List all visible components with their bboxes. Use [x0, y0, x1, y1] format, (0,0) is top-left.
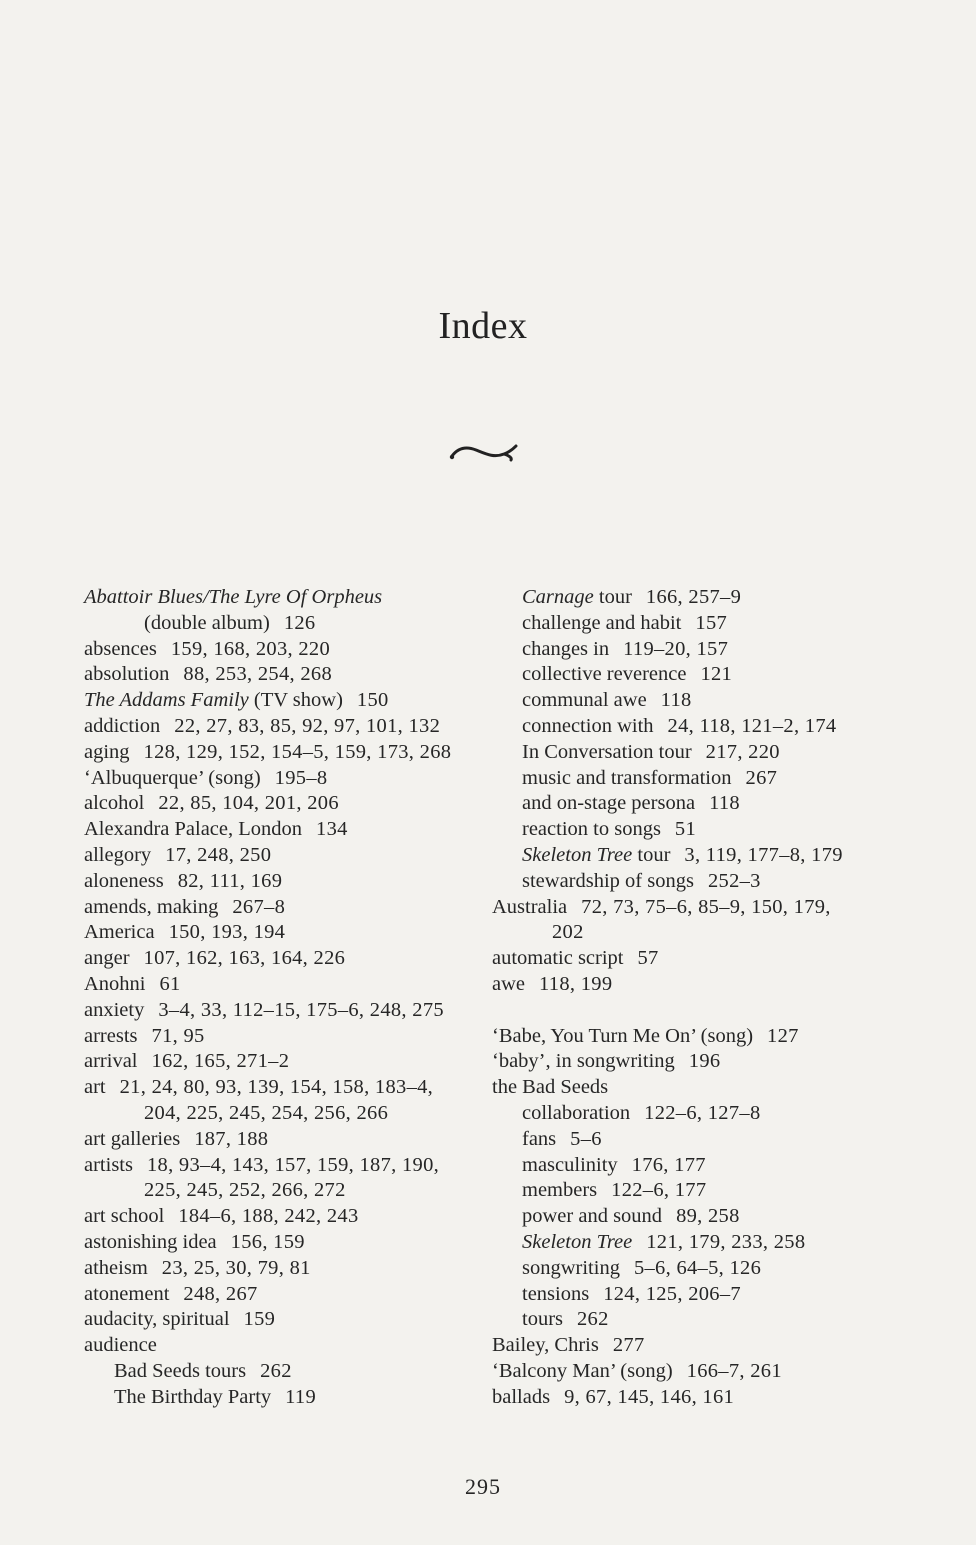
entry-pages: 3–4, 33, 112–15, 175–6, 248, 275 — [158, 998, 444, 1021]
entry-term: aging — [84, 740, 130, 763]
entry-term: Australia — [492, 895, 568, 918]
entry-pages: 121, 179, 233, 258 — [646, 1230, 806, 1253]
index-subentry — [492, 662, 892, 688]
entry-term: art school — [84, 1205, 165, 1228]
entry-pages: 128, 129, 152, 154–5, 159, 173, 268 — [143, 740, 452, 763]
index-subentry — [492, 869, 892, 895]
entry-pages: 176, 177 — [631, 1153, 706, 1176]
index-subentry — [492, 1204, 892, 1230]
index-subentry — [492, 843, 892, 869]
page-title: Index — [438, 305, 528, 347]
entry-pages: 166–7, 261 — [686, 1359, 782, 1382]
index-entry — [84, 1307, 484, 1333]
index-entry — [84, 1204, 484, 1230]
swash-ornament — [448, 436, 520, 464]
entry-pages: 126 — [283, 611, 316, 634]
entry-pages: 118, 199 — [539, 972, 613, 995]
index-entry — [84, 920, 484, 946]
entry-term-suffix: (TV show) — [248, 689, 343, 712]
entry-pages: 118 — [660, 689, 692, 712]
entry-term: connection with — [522, 714, 654, 737]
entry-term: automatic script — [492, 947, 624, 970]
entry-pages: 21, 24, 80, 93, 139, 154, 158, 183–4, — [119, 1076, 434, 1099]
entry-term: audience — [84, 1334, 157, 1357]
entry-term: masculinity — [522, 1153, 618, 1176]
entry-term: Bad Seeds tours — [114, 1359, 247, 1382]
index-entry-continuation — [84, 1178, 484, 1204]
entry-pages: 252–3 — [707, 869, 761, 892]
entry-term: art — [84, 1076, 106, 1099]
entry-term: The Birthday Party — [114, 1385, 272, 1408]
entry-term: power and sound — [522, 1205, 663, 1228]
index-entry — [84, 1333, 484, 1359]
index-entry — [84, 585, 484, 611]
entry-term: artists — [84, 1153, 133, 1176]
entry-pages: 262 — [260, 1359, 292, 1382]
index-entry — [84, 766, 484, 792]
index-entry-continuation — [492, 920, 892, 946]
entry-pages: 71, 95 — [151, 1024, 205, 1047]
entry-pages: 5–6, 64–5, 126 — [633, 1256, 762, 1279]
entry-term: the Bad Seeds — [492, 1076, 609, 1099]
index-subentry — [492, 1256, 892, 1282]
index-subentry — [84, 1359, 484, 1385]
index-entry — [84, 714, 484, 740]
index-subentry — [84, 1385, 484, 1411]
entry-pages: 225, 245, 252, 266, 272 — [144, 1179, 346, 1202]
entry-pages: 267–8 — [232, 895, 286, 918]
entry-term: Alexandra Palace, London — [84, 818, 303, 841]
entry-term: music and transformation — [522, 766, 732, 789]
entry-pages: 122–6, 127–8 — [644, 1101, 761, 1124]
entry-pages: 196 — [688, 1050, 721, 1073]
entry-term: audacity, spiritual — [84, 1308, 230, 1331]
entry-pages: 118 — [709, 792, 740, 815]
index-entry — [84, 843, 484, 869]
page-number: 295 — [465, 1474, 501, 1499]
entry-pages: 57 — [637, 947, 659, 970]
entry-term: Anohni — [84, 972, 146, 995]
entry-term: atonement — [84, 1282, 170, 1305]
entry-pages: 119 — [285, 1385, 317, 1408]
entry-pages: 122–6, 177 — [611, 1179, 707, 1202]
entry-term: stewardship of songs — [522, 869, 694, 892]
entry-term: America — [84, 921, 155, 944]
index-subentry — [492, 1127, 892, 1153]
index-entry — [492, 1333, 892, 1359]
entry-pages: 89, 258 — [676, 1205, 740, 1228]
index-entry-continuation — [84, 1101, 484, 1127]
entry-title-italic: Carnage — [522, 586, 594, 608]
entry-term: anger — [84, 947, 130, 970]
index-entry — [84, 869, 484, 895]
entry-term: absolution — [84, 663, 170, 686]
entry-pages: 204, 225, 245, 254, 256, 266 — [144, 1101, 389, 1124]
index-subentry — [492, 791, 892, 817]
entry-term: anxiety — [84, 998, 145, 1021]
index-entry — [84, 1256, 484, 1282]
entry-pages: 107, 162, 163, 164, 226 — [143, 947, 346, 970]
entry-pages: 23, 25, 30, 79, 81 — [161, 1256, 311, 1279]
entry-pages: 24, 118, 121–2, 174 — [667, 714, 837, 737]
entry-pages: 157 — [695, 611, 728, 634]
index-entry — [84, 1024, 484, 1050]
index-subentry — [492, 766, 892, 792]
entry-term: tours — [522, 1308, 563, 1331]
entry-pages: 162, 165, 271–2 — [151, 1050, 290, 1073]
index-subentry — [492, 611, 892, 637]
index-entry-continuation — [84, 611, 484, 637]
index-column-left — [84, 585, 484, 1411]
index-subentry — [492, 688, 892, 714]
index-subentry — [492, 817, 892, 843]
entry-term: ‘Balcony Man’ (song) — [492, 1359, 673, 1382]
entry-pages: 195–8 — [274, 766, 328, 789]
entry-term: ‘Albuquerque’ (song) — [84, 766, 261, 789]
entry-term: astonishing idea — [84, 1230, 217, 1253]
index-entry — [84, 1153, 484, 1179]
index-subentry — [492, 637, 892, 663]
entry-pages: 127 — [767, 1024, 799, 1047]
entry-term: tensions — [522, 1282, 590, 1305]
entry-term: (double album) — [144, 611, 270, 634]
entry-pages: 18, 93–4, 143, 157, 159, 187, 190, — [146, 1153, 440, 1176]
entry-pages: 9, 67, 145, 146, 161 — [564, 1385, 735, 1408]
entry-pages: 166, 257–9 — [645, 586, 742, 608]
entry-term: art galleries — [84, 1127, 181, 1150]
entry-term: allegory — [84, 843, 152, 866]
index-entry — [492, 895, 892, 921]
entry-title-italic: Skeleton Tree — [522, 1230, 633, 1253]
entry-pages: 248, 267 — [183, 1282, 258, 1305]
entry-term-suffix: tour — [632, 843, 671, 866]
entry-term: changes in — [522, 637, 610, 660]
entry-term: alcohol — [84, 792, 145, 815]
entry-title-italic: The Addams Family — [84, 689, 249, 712]
entry-term: communal awe — [522, 689, 647, 712]
entry-pages: 184–6, 188, 242, 243 — [178, 1205, 359, 1228]
index-entry — [84, 637, 484, 663]
entry-term: Bailey, Chris — [492, 1334, 599, 1357]
entry-term: arrival — [84, 1050, 138, 1073]
entry-pages: 88, 253, 254, 268 — [183, 663, 333, 686]
index-subentry — [492, 1282, 892, 1308]
entry-term: ballads — [492, 1385, 551, 1408]
entry-pages: 61 — [159, 972, 181, 995]
index-entry — [84, 1127, 484, 1153]
index-subentry — [492, 1101, 892, 1127]
entry-term: ‘baby’, in songwriting — [492, 1050, 675, 1073]
entry-pages: 156, 159 — [230, 1230, 305, 1253]
entry-term: arrests — [84, 1024, 138, 1047]
index-entry — [84, 1282, 484, 1308]
index-entry — [492, 946, 892, 972]
index-entry — [84, 895, 484, 921]
entry-term: reaction to songs — [522, 818, 661, 841]
index-entry — [84, 791, 484, 817]
index-entry — [492, 1024, 892, 1050]
index-subentry — [492, 1178, 892, 1204]
index-entry — [84, 662, 484, 688]
entry-pages: 267 — [745, 766, 778, 789]
index-entry — [84, 817, 484, 843]
index-subentry — [492, 714, 892, 740]
index-column-right — [492, 585, 892, 1411]
entry-pages: 150 — [356, 689, 389, 712]
index-subentry — [492, 1153, 892, 1179]
entry-pages: 121 — [700, 663, 733, 686]
entry-title-italic: Abattoir Blues/The Lyre Of Orpheus — [84, 586, 383, 608]
entry-term: collective reverence — [522, 663, 687, 686]
entry-title-italic: Skeleton Tree — [522, 843, 633, 866]
entry-pages: 82, 111, 169 — [177, 869, 283, 892]
entry-term: addiction — [84, 714, 161, 737]
entry-pages: 22, 85, 104, 201, 206 — [158, 792, 339, 815]
index-entry — [492, 1075, 892, 1101]
index-subentry — [492, 1307, 892, 1333]
entry-pages: 262 — [577, 1308, 609, 1331]
index-entry — [492, 1359, 892, 1385]
index-entry — [84, 946, 484, 972]
entry-term-suffix: tour — [593, 586, 632, 608]
entry-term: collaboration — [522, 1101, 631, 1124]
entry-term: members — [522, 1179, 598, 1202]
index-subentry — [492, 585, 892, 611]
index-subentry — [492, 740, 892, 766]
index-entry — [84, 1075, 484, 1101]
entry-pages: 159 — [243, 1308, 276, 1331]
index-entry — [84, 688, 484, 714]
entry-term: aloneness — [84, 869, 164, 892]
entry-pages: 124, 125, 206–7 — [603, 1282, 741, 1305]
entry-term: amends, making — [84, 895, 219, 918]
entry-pages: 22, 27, 83, 85, 92, 97, 101, 132 — [174, 714, 441, 737]
entry-term: challenge and habit — [522, 611, 682, 634]
index-subentry — [492, 1230, 892, 1256]
index-entry — [84, 740, 484, 766]
index-entry — [492, 972, 892, 998]
entry-term: songwriting — [522, 1256, 620, 1279]
entry-pages: 72, 73, 75–6, 85–9, 150, 179, — [581, 895, 831, 918]
entry-term: fans — [522, 1127, 557, 1150]
entry-pages: 202 — [552, 921, 584, 944]
index-entry — [492, 1049, 892, 1075]
entry-pages: 277 — [612, 1334, 645, 1357]
index-entry — [84, 998, 484, 1024]
entry-term: ‘Babe, You Turn Me On’ (song) — [492, 1024, 754, 1047]
entry-term: and on-stage persona — [522, 792, 696, 815]
entry-pages: 51 — [674, 818, 697, 841]
index-entry — [492, 1385, 892, 1411]
index-entry — [84, 972, 484, 998]
index-entry — [84, 1049, 484, 1075]
entry-pages: 3, 119, 177–8, 179 — [684, 843, 843, 866]
entry-pages: 134 — [316, 818, 348, 841]
entry-pages: 17, 248, 250 — [165, 843, 272, 866]
entry-term: atheism — [84, 1256, 148, 1279]
entry-pages: 150, 193, 194 — [168, 921, 286, 944]
entry-term: In Conversation tour — [522, 740, 692, 763]
entry-pages: 159, 168, 203, 220 — [170, 637, 331, 660]
entry-pages: 5–6 — [570, 1127, 602, 1150]
index-spacer — [492, 998, 892, 1024]
entry-term: awe — [492, 972, 526, 995]
entry-term: absences — [84, 637, 157, 660]
entry-pages: 217, 220 — [705, 740, 780, 763]
index-entry — [84, 1230, 484, 1256]
entry-pages: 119–20, 157 — [623, 637, 729, 660]
entry-pages: 187, 188 — [194, 1127, 269, 1150]
